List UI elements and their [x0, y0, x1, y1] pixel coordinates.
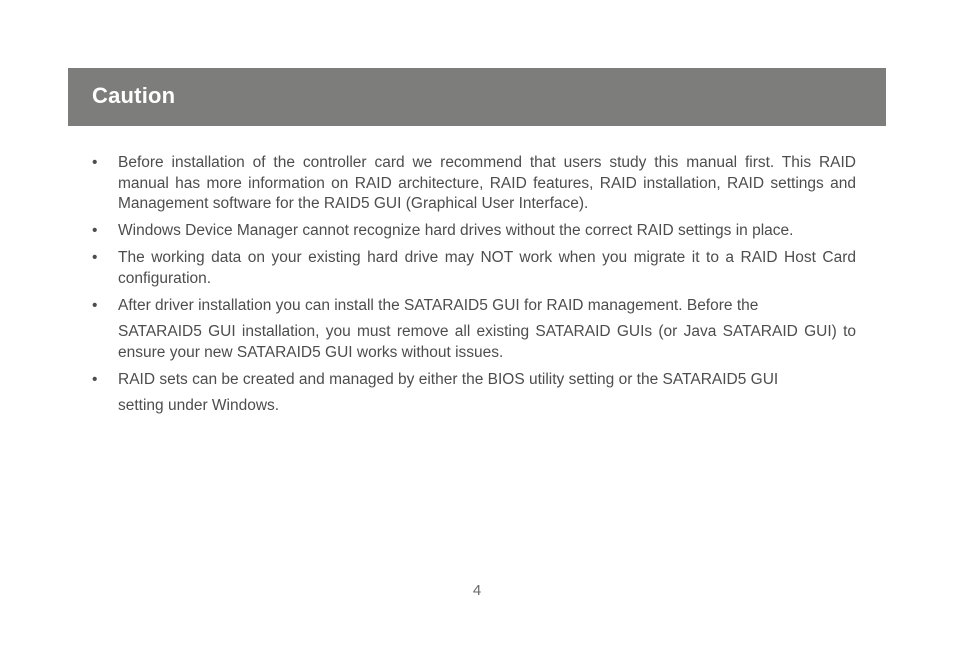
bullet-dot-icon: • [92, 296, 98, 314]
bullet-item-device-manager [92, 221, 856, 242]
bullet-text: Windows Device Manager cannot recognize hard drives without the correct RAID settings in place. [118, 222, 794, 239]
bullet-item-working-data [92, 248, 856, 289]
bullet-item-study-manual [92, 153, 856, 215]
bullet-dot-icon: • [92, 222, 98, 239]
section-header-bar [68, 68, 886, 126]
bullet-text-line-2: SATARAID5 GUI installation, you must remove all existing SATARAID GUIs (or Java SATARAID GUI) to ensure your new SATARAID5 GUI works without issues. [118, 323, 856, 361]
bullet-item-raid-sets [92, 370, 856, 417]
bullet-text-line-1: RAID sets can be created and managed by either the BIOS utility setting or the SATARAID5 GUI [118, 370, 779, 388]
bullet-dot-icon: • [92, 154, 98, 171]
caution-bullet-list [92, 153, 856, 423]
bullet-dot-icon: • [92, 249, 98, 266]
bullet-item-gui-installation [92, 296, 856, 364]
bullet-text: The working data on your existing hard drive may NOT work when you migrate it to a RAID Host Card configuration. [118, 249, 856, 287]
section-title: Caution [92, 83, 176, 108]
page-number: 4 [472, 582, 482, 599]
bullet-text: Before installation of the controller card we recommend that users study this manual first. This RAID manual has more information on RAID architecture, RAID features, RAID installation, RAID settings and Management software for the RAID5 GUI (Graphical User Interface). [118, 154, 856, 212]
bullet-dot-icon: • [92, 370, 98, 388]
bullet-text-line-1: After driver installation you can install the SATARAID5 GUI for RAID management. Before the [118, 296, 759, 314]
bullet-text-line-2: setting under Windows. [118, 397, 280, 414]
